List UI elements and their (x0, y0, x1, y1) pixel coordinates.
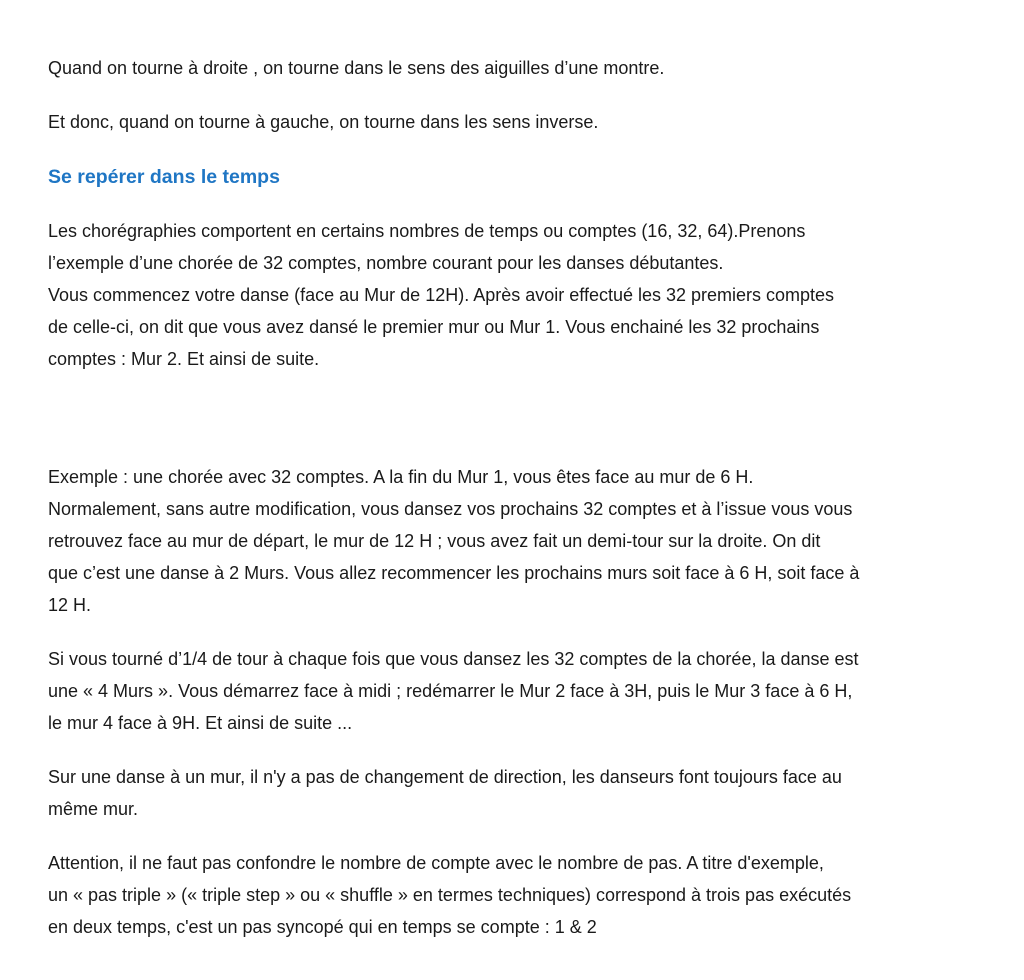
text-line: le mur 4 face à 9H. Et ainsi de suite ... (48, 713, 353, 733)
text-line: Attention, il ne faut pas confondre le nombre de compte avec le nombre de pas. A titre d'exemple, (48, 853, 824, 873)
text-line: en deux temps, c'est un pas syncopé qui en temps se compte : 1 & 2 (48, 917, 597, 937)
text-line: comptes : Mur 2. Et ainsi de suite. (48, 349, 320, 369)
paragraph-one-wall (48, 761, 988, 825)
text-line: Si vous tourné d’1/4 de tour à chaque fois que vous dansez les 32 comptes de la chorée, la danse est (48, 649, 859, 669)
paragraph-example-two-walls (48, 461, 988, 621)
text-line: 12 H. (48, 595, 92, 615)
text-line: Exemple : une chorée avec 32 comptes. A la fin du Mur 1, vous êtes face au mur de 6 H. (48, 467, 754, 487)
text-line: l’exemple d’une chorée de 32 comptes, nombre courant pour les danses débutantes. (48, 253, 724, 273)
text-line: de celle-ci, on dit que vous avez dansé le premier mur ou Mur 1. Vous enchainé les 32 prochains (48, 317, 820, 337)
section-heading: Se repérer dans le temps (48, 166, 280, 188)
paragraph-choreography-counts (48, 215, 988, 375)
document-page (48, 52, 988, 943)
text-line: Normalement, sans autre modification, vous dansez vos prochains 32 comptes et à l’issue vous vous (48, 499, 853, 519)
text-line: Vous commencez votre danse (face au Mur de 12H). Après avoir effectué les 32 premiers comptes (48, 285, 835, 305)
paragraph-turn-right (48, 52, 988, 84)
paragraph-triple-step (48, 847, 988, 943)
text-line: Et donc, quand on tourne à gauche, on tourne dans les sens inverse. (48, 112, 599, 132)
text-line: que c’est une danse à 2 Murs. Vous allez recommencer les prochains murs soit face à 6 H, soit face à (48, 563, 860, 583)
text-line: retrouvez face au mur de départ, le mur de 12 H ; vous avez fait un demi-tour sur la droite. On dit (48, 531, 821, 551)
text-line: une « 4 Murs ». Vous démarrez face à midi ; redémarrer le Mur 2 face à 3H, puis le Mur 3 face à 6 H, (48, 681, 853, 701)
text-line: Les chorégraphies comportent en certains nombres de temps ou comptes (16, 32, 64).Prenons (48, 221, 806, 241)
paragraph-turn-left (48, 106, 988, 138)
text-line: même mur. (48, 799, 139, 819)
text-line: Quand on tourne à droite , on tourne dans le sens des aiguilles d’une montre. (48, 58, 665, 78)
text-line: un « pas triple » (« triple step » ou « shuffle » en termes techniques) correspond à trois pas exécutés (48, 885, 852, 905)
paragraph-four-walls (48, 643, 988, 739)
text-line: Sur une danse à un mur, il n'y a pas de changement de direction, les danseurs font toujours face au (48, 767, 842, 787)
